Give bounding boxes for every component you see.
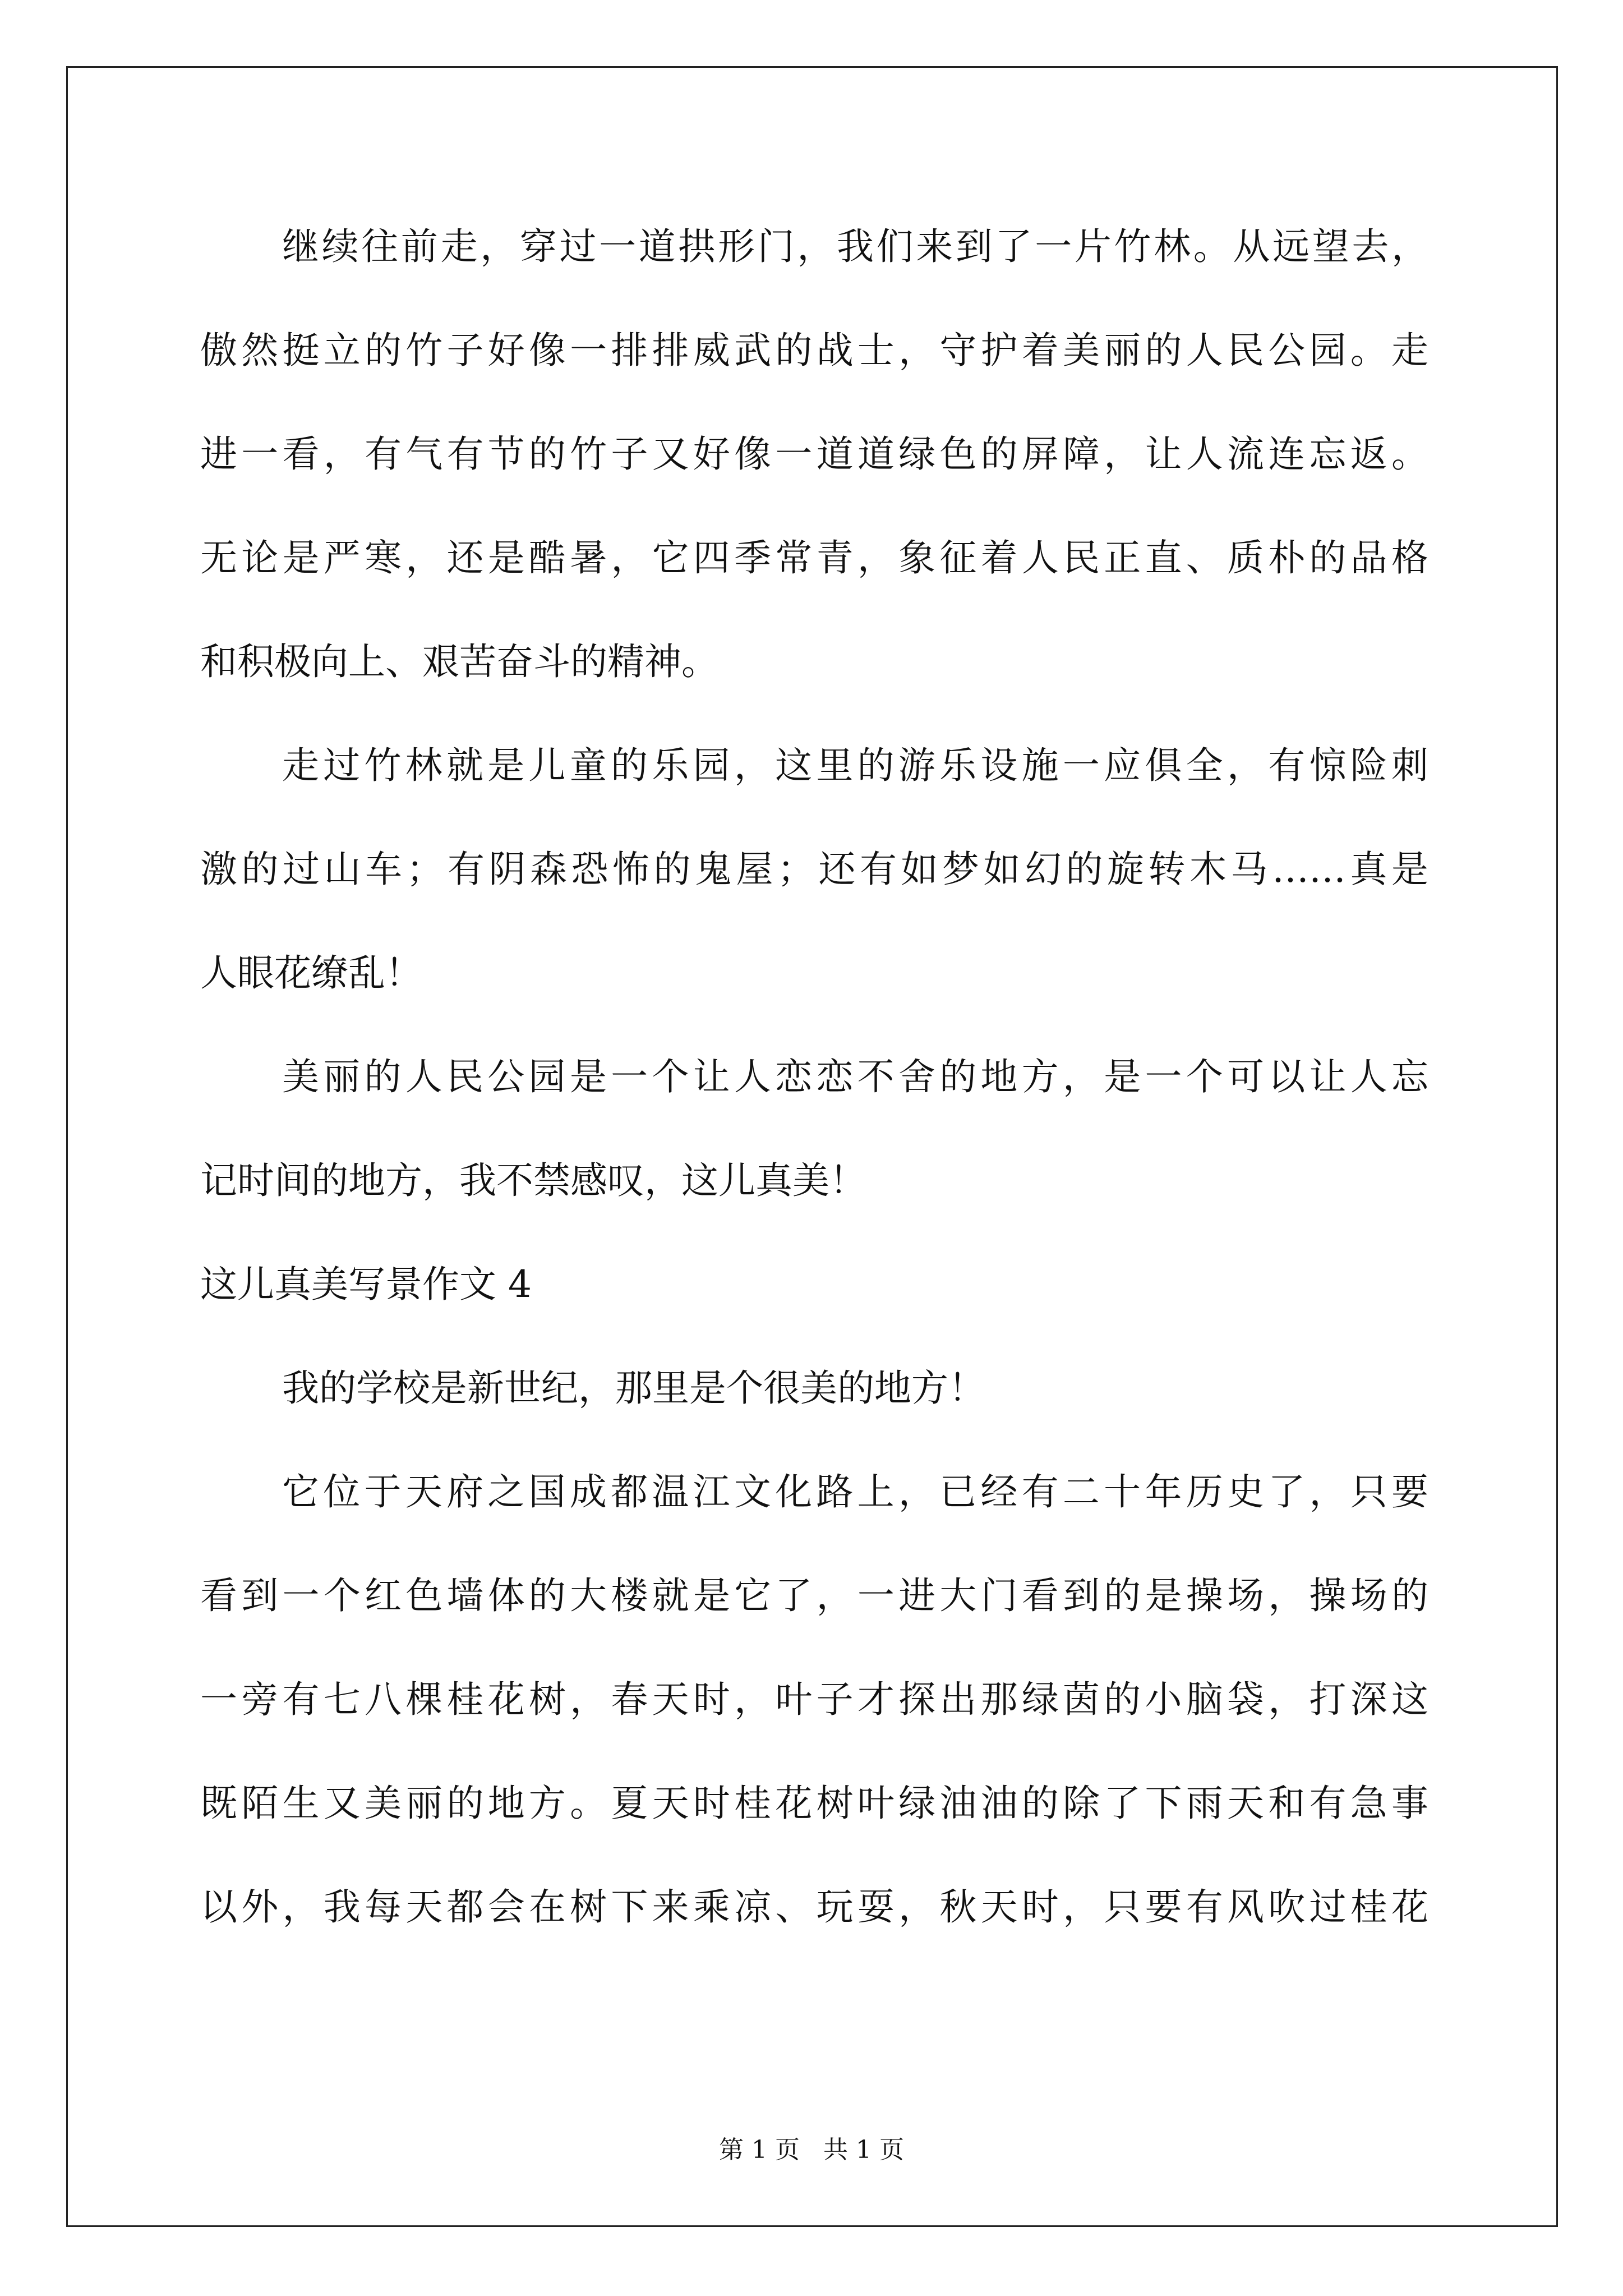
paragraph-line: 进一看，有气有节的竹子又好像一道道绿色的屏障，让人流连忘返。: [200, 432, 1428, 476]
paragraph-line: 美丽的人民公园是一个让人恋恋不舍的地方，是一个可以让人忘: [282, 1055, 1428, 1098]
paragraph-line: 人眼花缭乱！: [200, 951, 422, 995]
document-body: [200, 213, 1428, 1977]
paragraph-line: 看到一个红色墙体的大楼就是它了，一进大门看到的是操场，操场的: [200, 1574, 1428, 1617]
paragraph-line: 无论是严寒，还是酷暑，它四季常青，象征着人民正直、质朴的品格: [200, 536, 1428, 579]
paragraph-line: 以外，我每天都会在树下来乘凉、玩耍，秋天时，只要有风吹过桂花: [200, 1885, 1428, 1929]
paragraph-line: 继续往前走，穿过一道拱形门，我们来到了一片竹林。从远望去，: [282, 225, 1428, 268]
paragraph-line: 一旁有七八棵桂花树，春天时，叶子才探出那绿茵的小脑袋，打深这: [200, 1678, 1428, 1721]
section-heading: 这儿真美写景作文 4: [200, 1263, 532, 1306]
paragraph-line: 走过竹林就是儿童的乐园，这里的游乐设施一应俱全，有惊险刺: [282, 744, 1428, 787]
paragraph-line: 激的过山车；有阴森恐怖的鬼屋；还有如梦如幻的旋转木马……真是: [200, 848, 1428, 891]
paragraph-line: 和积极向上、艰苦奋斗的精神。: [200, 640, 718, 683]
paragraph-line: 记时间的地方，我不禁感叹，这儿真美！: [200, 1159, 866, 1202]
page-footer: 第 1 页 共 1 页: [719, 2136, 904, 2164]
paragraph-line: 傲然挺立的竹子好像一排排威武的战士，守护着美丽的人民公园。走: [200, 329, 1428, 372]
paragraph-line: 我的学校是新世纪，那里是个很美的地方！: [282, 1366, 985, 1410]
paragraph-line: 它位于天府之国成都温江文化路上，已经有二十年历史了，只要: [282, 1470, 1428, 1513]
paragraph-line: 既陌生又美丽的地方。夏天时桂花树叶绿油油的除了下雨天和有急事: [200, 1782, 1428, 1825]
